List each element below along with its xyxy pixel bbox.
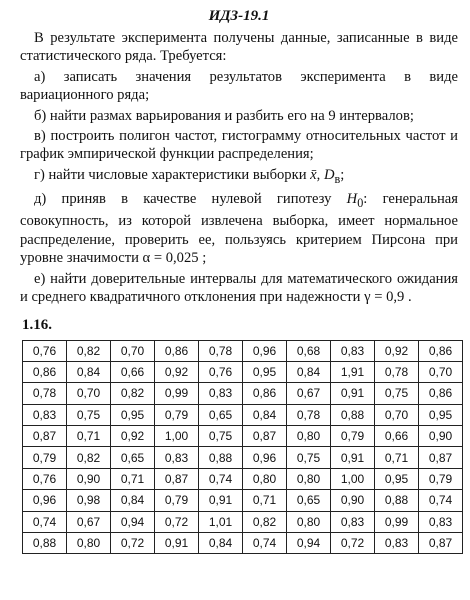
table-cell: 0,70 xyxy=(111,340,155,361)
table-cell: 0,75 xyxy=(287,447,331,468)
table-cell: 0,91 xyxy=(199,490,243,511)
table-cell: 0,86 xyxy=(23,361,67,382)
table-cell: 0,82 xyxy=(243,511,287,532)
table-cell: 0,71 xyxy=(111,468,155,489)
table-cell: 0,79 xyxy=(155,490,199,511)
table-row xyxy=(23,533,463,554)
table-cell: 0,92 xyxy=(375,340,419,361)
table-cell: 0,87 xyxy=(155,468,199,489)
table-cell: 0,80 xyxy=(67,533,111,554)
table-cell: 0,82 xyxy=(67,447,111,468)
sample-mean-symbol: x̄ xyxy=(310,166,317,183)
task-e xyxy=(20,190,458,268)
table-cell: 0,72 xyxy=(155,511,199,532)
table-cell: 0,66 xyxy=(111,361,155,382)
table-cell: 0,75 xyxy=(375,383,419,404)
table-cell: 0,90 xyxy=(419,426,463,447)
task-b: б) найти размах варьирования и разбить его на 9 интервалов; xyxy=(34,107,414,124)
table-cell: 0,84 xyxy=(199,533,243,554)
table-cell: 0,91 xyxy=(331,447,375,468)
table-cell: 0,91 xyxy=(331,383,375,404)
table-cell: 0,84 xyxy=(243,404,287,425)
table-cell: 0,70 xyxy=(375,404,419,425)
table-cell: 0,94 xyxy=(287,533,331,554)
sample-variance-subscript: в xyxy=(334,171,341,186)
table-cell: 0,76 xyxy=(23,340,67,361)
table-cell: 0,79 xyxy=(419,468,463,489)
table-cell: 0,86 xyxy=(243,383,287,404)
table-cell: 0,72 xyxy=(331,533,375,554)
table-cell: 0,83 xyxy=(23,404,67,425)
table-cell: 0,65 xyxy=(199,404,243,425)
table-cell: 0,83 xyxy=(375,533,419,554)
table-cell: 0,88 xyxy=(331,404,375,425)
task-e-text-2: : генеральная совокупность, из которой извлечена выборка, имеет нормальное распределение, проверить ее, пользуясь критерием Пирсона при уровне значимости α = 0,025 ; xyxy=(20,191,458,267)
table-cell: 0,79 xyxy=(155,404,199,425)
table-cell: 0,87 xyxy=(23,426,67,447)
table-cell: 0,86 xyxy=(419,383,463,404)
table-cell: 0,74 xyxy=(419,490,463,511)
hypothesis-subscript: 0 xyxy=(357,196,364,211)
table-cell: 0,82 xyxy=(67,340,111,361)
table-cell: 0,72 xyxy=(111,533,155,554)
table-cell: 0,67 xyxy=(67,511,111,532)
hypothesis-symbol: H xyxy=(346,191,358,208)
table-cell: 0,76 xyxy=(199,361,243,382)
table-cell: 0,78 xyxy=(199,340,243,361)
table-cell: 0,70 xyxy=(67,383,111,404)
table-cell: 0,96 xyxy=(243,340,287,361)
table-cell: 0,96 xyxy=(23,490,67,511)
table-cell: 0,92 xyxy=(155,361,199,382)
table-cell: 0,96 xyxy=(243,447,287,468)
problem-number: 1.16. xyxy=(22,316,52,333)
table-cell: 0,86 xyxy=(419,340,463,361)
table-row xyxy=(23,383,463,404)
table-cell: 0,95 xyxy=(111,404,155,425)
table-cell: 0,92 xyxy=(111,426,155,447)
task-d-end: ; xyxy=(340,166,345,183)
table-cell: 0,87 xyxy=(419,447,463,468)
task-a: а) записать значения результатов эксперимента в виде вариационного ряда; xyxy=(20,68,458,104)
table-row xyxy=(23,511,463,532)
table-cell: 0,87 xyxy=(243,426,287,447)
table-cell: 0,99 xyxy=(375,511,419,532)
task-e-text-1: д) приняв в качестве нулевой гипотезу xyxy=(34,191,332,208)
task-d-separator: , xyxy=(316,166,324,183)
table-cell: 0,83 xyxy=(199,383,243,404)
table-cell: 0,71 xyxy=(243,490,287,511)
table-cell: 0,83 xyxy=(419,511,463,532)
table-cell: 0,78 xyxy=(23,383,67,404)
table-cell: 0,98 xyxy=(67,490,111,511)
table-cell: 0,79 xyxy=(331,426,375,447)
table-row xyxy=(23,404,463,425)
table-cell: 0,87 xyxy=(419,533,463,554)
assignment-title: ИДЗ-19.1 xyxy=(208,8,270,24)
intro-paragraph: В результате эксперимента получены данные, записанные в виде статистического ряда. Требуется: xyxy=(20,30,458,65)
table-cell: 0,71 xyxy=(67,426,111,447)
table-cell: 0,80 xyxy=(287,468,331,489)
table-cell: 0,99 xyxy=(155,383,199,404)
data-table xyxy=(22,340,463,555)
table-cell: 0,91 xyxy=(155,533,199,554)
task-d-text: г) найти числовые характеристики выборки xyxy=(34,166,307,183)
table-cell: 0,70 xyxy=(419,361,463,382)
table-cell: 0,95 xyxy=(243,361,287,382)
table-cell: 0,90 xyxy=(331,490,375,511)
table-cell: 0,83 xyxy=(331,340,375,361)
task-f: е) найти доверительные интервалы для математического ожидания и среднего квадратичного отклонения при надежности γ = 0,9 . xyxy=(20,270,458,306)
table-row xyxy=(23,361,463,382)
table-cell: 1,01 xyxy=(199,511,243,532)
table-cell: 0,80 xyxy=(287,426,331,447)
table-cell: 0,71 xyxy=(375,447,419,468)
table-cell: 0,80 xyxy=(243,468,287,489)
table-cell: 0,94 xyxy=(111,511,155,532)
table-row xyxy=(23,447,463,468)
table-cell: 0,80 xyxy=(287,511,331,532)
task-c: в) построить полигон частот, гистограмму относительных частот и график эмпирической функции распределения; xyxy=(20,128,458,163)
table-cell: 0,88 xyxy=(23,533,67,554)
table-cell: 0,84 xyxy=(67,361,111,382)
table-cell: 0,68 xyxy=(287,340,331,361)
table-cell: 0,74 xyxy=(23,511,67,532)
table-cell: 0,76 xyxy=(23,468,67,489)
table-cell: 0,82 xyxy=(111,383,155,404)
table-cell: 0,74 xyxy=(199,468,243,489)
table-cell: 0,83 xyxy=(155,447,199,468)
table-cell: 0,90 xyxy=(67,468,111,489)
table-row xyxy=(23,426,463,447)
table-cell: 0,65 xyxy=(111,447,155,468)
table-cell: 0,66 xyxy=(375,426,419,447)
sample-variance-symbol: D xyxy=(323,166,335,183)
table-cell: 1,00 xyxy=(155,426,199,447)
table-cell: 0,84 xyxy=(287,361,331,382)
table-cell: 1,91 xyxy=(331,361,375,382)
table-cell: 0,84 xyxy=(111,490,155,511)
table-cell: 0,65 xyxy=(287,490,331,511)
table-cell: 1,00 xyxy=(331,468,375,489)
table-cell: 0,78 xyxy=(375,361,419,382)
task-d xyxy=(20,166,458,188)
table-cell: 0,75 xyxy=(199,426,243,447)
table-cell: 0,95 xyxy=(375,468,419,489)
table-cell: 0,79 xyxy=(23,447,67,468)
table-cell: 0,86 xyxy=(155,340,199,361)
table-cell: 0,74 xyxy=(243,533,287,554)
table-cell: 0,88 xyxy=(375,490,419,511)
table-cell: 0,78 xyxy=(287,404,331,425)
table-row xyxy=(23,468,463,489)
table-row xyxy=(23,340,463,361)
data-table-body xyxy=(23,340,463,554)
table-cell: 0,95 xyxy=(419,404,463,425)
table-cell: 0,75 xyxy=(67,404,111,425)
table-cell: 0,67 xyxy=(287,383,331,404)
table-cell: 0,88 xyxy=(199,447,243,468)
table-cell: 0,83 xyxy=(331,511,375,532)
table-row xyxy=(23,490,463,511)
